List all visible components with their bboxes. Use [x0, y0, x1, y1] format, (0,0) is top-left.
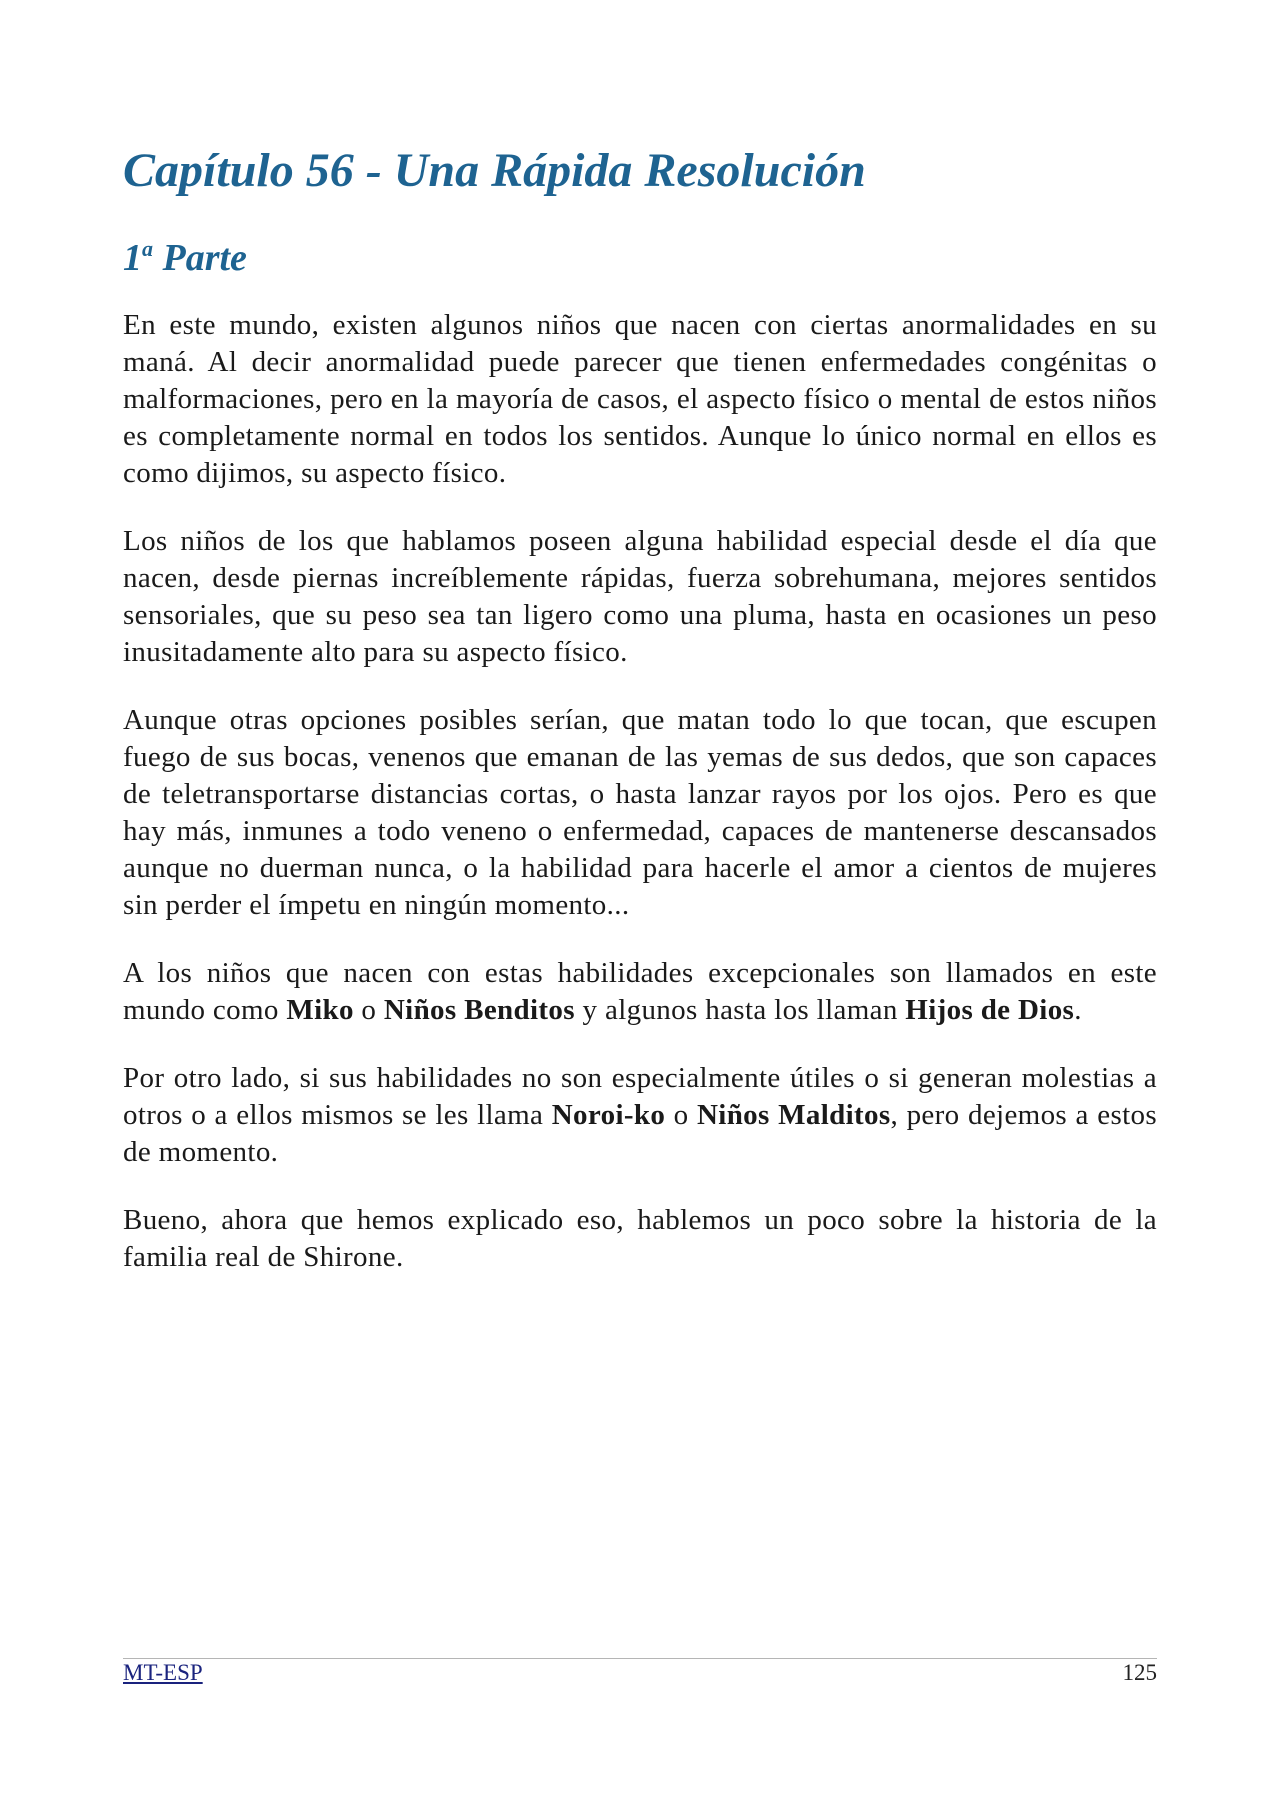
paragraph-5-text-a: Por otro lado, si sus habilidades no son especialmente útiles o si generan molestias a otros o a ellos mismos se les llama — [123, 1062, 1157, 1131]
paragraph-5-text-d: , pero dejemos a estos de momento. — [123, 1099, 1157, 1168]
document-page — [123, 0, 1157, 1811]
term-ninos-benditos: Niños Benditos — [383, 994, 575, 1026]
paragraph-4-text-d: y algunos hasta los llaman — [574, 994, 906, 1026]
paragraph-4-text-e: . — [1074, 994, 1082, 1026]
part-ordinal-superscript: a — [142, 236, 153, 261]
footer-divider — [123, 1658, 1157, 1659]
paragraph-6: Bueno, ahora que hemos explicado eso, hablemos un poco sobre la historia de la familia real de Shirone. — [123, 1204, 1157, 1273]
page-number: 125 — [1122, 1660, 1157, 1685]
part-number: 1 — [123, 237, 142, 279]
term-ninos-malditos: Niños Malditos — [697, 1099, 891, 1131]
paragraph-2: Los niños de los que hablamos poseen alguna habilidad especial desde el día que nacen, desde piernas increíblemente rápidas, fuerza sobrehumana, mejores sentidos sensoriales, que su peso sea tan ligero como una pluma, hasta en ocasiones un peso inusitadamente alto para su aspecto físico. — [123, 525, 1157, 668]
paragraph-4-text-a: A los niños que nacen con estas habilidades excepcionales son llamados en este mundo como — [123, 957, 1157, 1026]
paragraph-3: Aunque otras opciones posibles serían, que matan todo lo que tocan, que escupen fuego de sus bocas, venenos que emanan de las yemas de sus dedos, que son capaces de teletransportarse distancias cortas, o hasta lanzar rayos por los ojos. Pero es que hay más, inmunes a todo veneno o enfermedad, capaces de mantenerse descansados aunque no duerman nunca, o la habilidad para hacerle el amor a cientos de mujeres sin perder el ímpetu en ningún momento... — [123, 704, 1157, 921]
footer-site-link[interactable]: MT-ESP — [123, 1660, 203, 1685]
paragraph-4 — [123, 955, 1157, 1029]
term-hijos-de-dios: Hijos de Dios — [905, 994, 1075, 1026]
part-title — [123, 236, 247, 282]
term-noroi-ko: Noroi-ko — [551, 1099, 666, 1131]
chapter-title: Capítulo 56 - Una Rápida Resolución — [123, 144, 866, 197]
term-miko: Miko — [286, 994, 354, 1026]
paragraph-1: En este mundo, existen algunos niños que nacen con ciertas anormalidades en su maná. Al decir anormalidad puede parecer que tienen enfermedades congénitas o malformaciones, pero en la mayoría de casos, el aspecto físico o mental de estos niños es completamente normal en todos los sentidos. Aunque lo único normal en ellos es como dijimos, su aspecto físico. — [123, 309, 1157, 489]
paragraph-4-text-c: o — [353, 994, 384, 1026]
body-text — [123, 307, 1157, 1307]
part-label: Parte — [153, 237, 247, 279]
paragraph-5-text-c: o — [665, 1099, 697, 1131]
paragraph-5 — [123, 1060, 1157, 1171]
